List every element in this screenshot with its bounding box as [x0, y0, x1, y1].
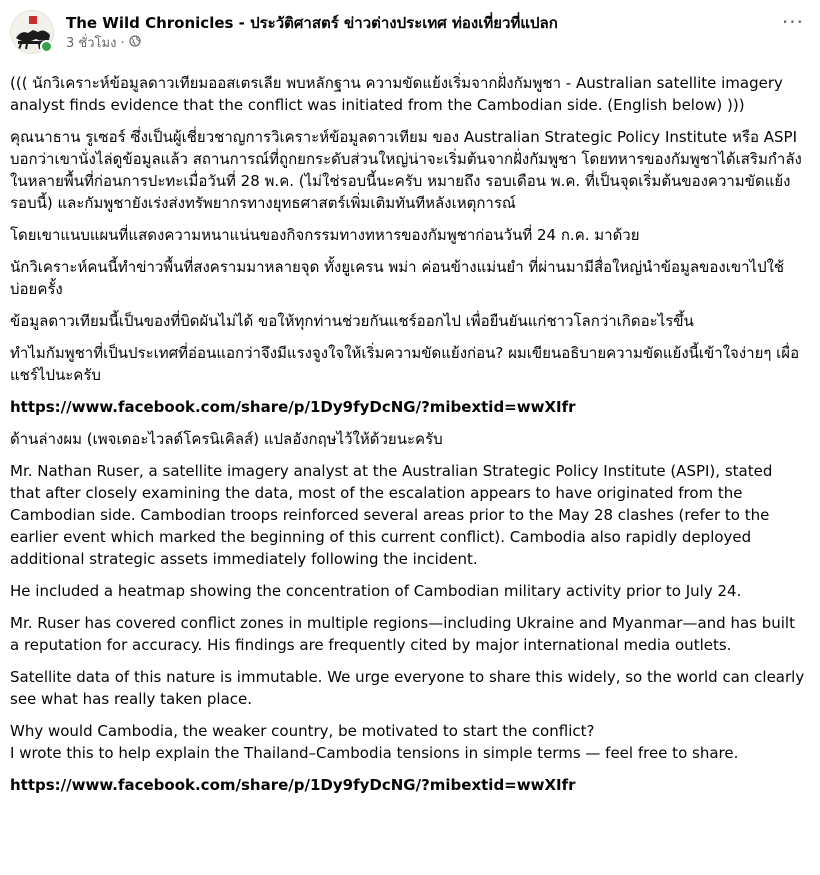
post-paragraph: โดยเขาแนบแผนที่แสดงความหนาแน่นของกิจกรรมทางทหารของกัมพูชาก่อนวันที่ 24 ก.ค. มาด้วย: [10, 226, 640, 244]
post-paragraph: คุณนาธาน รูเซอร์ ซึ่งเป็นผู้เชี่ยวชาญการวิเคราะห์ข้อมูลดาวเทียม ของ Australian Strategic Policy Institute หรือ ASPI บอกว่าเขานั่งไล่ดูข้อมูลแล้ว สถานการณ์ที่ถูกยกระดับส่วนใหญ่น่าจะเริ่มต้นจากฝั่งกัมพูชา โดยทหารของกัมพูชาได้เสริมกำลังในหลายพื้นที่ก่อนการปะทะเมื่อวันที่ 28 พ.ค. (ไม่ใช่รอบนี้นะครับ หมายถึง รอบเดือน พ.ค. ที่เป็นจุดเริ่มต้นของความขัดแย้งรอบนี้) และกัมพูชายังเร่งส่งทรัพยากรทางยุทธศาสตร์เพิ่มเติมทันทีหลังเหตุการณ์: [10, 128, 802, 212]
post-header: [10, 10, 806, 66]
post-paragraph: ((( นักวิเคราะห์ข้อมูลดาวเทียมออสเตรเลีย พบหลักฐาน ความขัดแย้งเริ่มจากฝั่งกัมพูชา - Australian satellite imagery analyst finds evidence that the conflict was initiated from the Cambodian side. (English below) ))): [10, 74, 783, 114]
meta-separator: ·: [120, 36, 125, 51]
post-paragraph: ด้านล่างผม (เพจเดอะไวลด์โครนิเคิลส์) แปลอังกฤษไว้ให้ด้วยนะครับ: [10, 430, 443, 448]
post-line: I wrote this to help explain the Thailand–Cambodia tensions in simple terms — feel free to share.: [10, 744, 739, 762]
post-paragraph: [10, 720, 806, 764]
post-meta: [66, 10, 558, 53]
post-paragraph: Satellite data of this nature is immutable. We urge everyone to share this widely, so the world can clearly see what has really taken place.: [10, 668, 805, 708]
share-link[interactable]: https://www.facebook.com/share/p/1Dy9fyDcNG/?mibextid=wwXIfr: [10, 776, 576, 794]
post-content: [10, 72, 806, 796]
more-options-icon[interactable]: ···: [781, 10, 804, 34]
page-name-link[interactable]: The Wild Chronicles - ประวัติศาสตร์ ข่าวต่างประเทศ ท่องเที่ยวที่แปลก: [66, 14, 558, 32]
post-paragraph: Mr. Ruser has covered conflict zones in multiple regions—including Ukraine and Myanmar—and has built a reputation for accuracy. His findings are frequently cited by major international media outlets.: [10, 614, 795, 654]
post-paragraph: นักวิเคราะห์คนนี้ทำข่าวพื้นที่สงครามมาหลายจุด ทั้งยูเครน พม่า ค่อนข้างแม่นยำ ที่ผ่านมามีสื่อใหญ่นำข้อมูลของเขาไปใช้บ่อยครั้ง: [10, 258, 785, 298]
post-paragraph: He included a heatmap showing the concentration of Cambodian military activity prior to July 24.: [10, 582, 742, 600]
share-link[interactable]: https://www.facebook.com/share/p/1Dy9fyDcNG/?mibextid=wwXIfr: [10, 398, 576, 416]
post-paragraph: ข้อมูลดาวเทียมนี้เป็นของที่บิดผันไม่ได้ ขอให้ทุกท่านช่วยกันแชร์ออกไป เพื่อยืนยันแก่ชาวโลกว่าเกิดอะไรขึ้น: [10, 312, 694, 330]
post-paragraph: Mr. Nathan Ruser, a satellite imagery analyst at the Australian Strategic Policy Institute (ASPI), stated that after closely examining the data, most of the escalation appears to have originated from the Cambodian side. Cambodian troops reinforced several areas prior to the May 28 clashes (refer to the earlier event which marked the beginning of this current conflict). Cambodia also rapidly deployed additional strategic assets immediately following the incident.: [10, 462, 773, 568]
globe-icon[interactable]: [129, 35, 141, 53]
post-line: Why would Cambodia, the weaker country, be motivated to start the conflict?: [10, 722, 595, 740]
post-timestamp[interactable]: 3 ชั่วโมง: [66, 36, 117, 51]
avatar[interactable]: [10, 10, 54, 54]
post-subline: [66, 35, 558, 53]
post-paragraph: ทำไมกัมพูชาที่เป็นประเทศที่อ่อนแอกว่าจึงมีแรงจูงใจให้เริ่มความขัดแย้งก่อน? ผมเขียนอธิบายความขัดแย้งนี้เข้าใจง่ายๆ เผื่อแชร์ไปนะครับ: [10, 344, 800, 384]
online-status-dot: [40, 40, 53, 53]
